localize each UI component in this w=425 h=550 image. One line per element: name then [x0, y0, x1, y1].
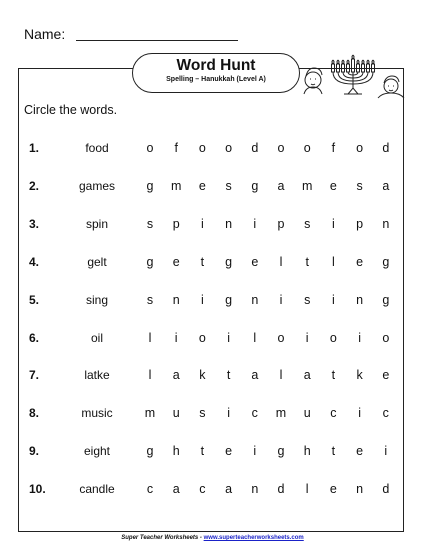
puzzle-letter[interactable]: n: [172, 292, 180, 307]
puzzle-letter[interactable]: g: [146, 444, 154, 459]
target-word: latke: [84, 368, 110, 383]
puzzle-letter[interactable]: n: [251, 292, 259, 307]
target-word: oil: [90, 330, 103, 345]
row-number: 5.: [29, 292, 40, 307]
puzzle-letter[interactable]: e: [329, 178, 337, 193]
puzzle-letter[interactable]: o: [329, 330, 337, 345]
puzzle-letter[interactable]: g: [277, 444, 285, 459]
puzzle-letter[interactable]: o: [382, 330, 390, 345]
puzzle-letter[interactable]: o: [198, 141, 206, 155]
footer-brand: Super Teacher Worksheets: [121, 535, 199, 541]
puzzle-letter[interactable]: e: [172, 254, 180, 269]
target-word: music: [81, 406, 113, 421]
puzzle-letter[interactable]: s: [146, 216, 154, 231]
puzzle-letter[interactable]: d: [382, 141, 390, 155]
puzzle-row: [0, 141, 425, 161]
puzzle-letter[interactable]: l: [332, 254, 335, 269]
puzzle-letter[interactable]: s: [356, 178, 363, 193]
puzzle-letter[interactable]: m: [170, 178, 182, 193]
puzzle-letter[interactable]: l: [279, 368, 283, 383]
puzzle-letter[interactable]: l: [253, 330, 257, 345]
puzzle-row: [0, 331, 425, 351]
row-number: 10.: [29, 482, 46, 497]
target-word: sing: [85, 292, 108, 307]
puzzle-letter[interactable]: u: [172, 406, 180, 421]
footer-link[interactable]: www.superteacherworksheets.com: [203, 535, 304, 541]
puzzle-letter[interactable]: a: [303, 368, 311, 383]
puzzle-letter[interactable]: i: [253, 216, 257, 231]
page-title: Word Hunt: [176, 57, 256, 74]
puzzle-letter[interactable]: u: [303, 406, 311, 421]
row-number: 4.: [29, 254, 40, 269]
puzzle-letter[interactable]: e: [356, 444, 364, 459]
puzzle-letter[interactable]: t: [305, 254, 309, 269]
puzzle-letter[interactable]: c: [146, 482, 154, 497]
puzzle-letter[interactable]: l: [148, 368, 152, 383]
puzzle-letter[interactable]: t: [331, 444, 336, 459]
target-word: spin: [85, 216, 108, 231]
title-pill: [132, 53, 300, 93]
puzzle-row: [0, 293, 425, 313]
menorah-children-icon: [300, 42, 405, 102]
puzzle-letter[interactable]: o: [198, 330, 206, 345]
puzzle-letter[interactable]: g: [225, 254, 233, 269]
puzzle-letter[interactable]: i: [253, 444, 257, 459]
puzzle-row: [0, 482, 425, 502]
puzzle-letter[interactable]: m: [301, 178, 313, 193]
row-number: 8.: [29, 406, 40, 421]
page-subtitle: Spelling – Hanukkah (Level A): [166, 76, 266, 83]
puzzle-letter[interactable]: s: [199, 406, 206, 421]
puzzle-letter[interactable]: i: [201, 292, 204, 307]
puzzle-letter[interactable]: p: [277, 216, 285, 231]
puzzle-letter[interactable]: k: [199, 368, 206, 383]
row-number: 1.: [29, 141, 40, 155]
puzzle-letter[interactable]: s: [146, 292, 154, 307]
instructions: Circle the words.: [24, 103, 118, 117]
puzzle-letter[interactable]: i: [227, 406, 230, 421]
puzzle-letter[interactable]: a: [382, 178, 390, 193]
puzzle-row: [0, 406, 425, 426]
puzzle-row: [0, 255, 425, 275]
puzzle-letter[interactable]: f: [331, 141, 336, 155]
puzzle-letter[interactable]: n: [251, 482, 259, 497]
puzzle-letter[interactable]: e: [225, 444, 233, 459]
puzzle-letter[interactable]: n: [356, 292, 364, 307]
puzzle-letter[interactable]: e: [329, 482, 337, 497]
puzzle-letter[interactable]: l: [148, 330, 152, 345]
puzzle-letter[interactable]: p: [172, 216, 180, 231]
puzzle-letter[interactable]: t: [200, 444, 205, 459]
puzzle-letter[interactable]: i: [358, 406, 361, 421]
puzzle-letter[interactable]: t: [331, 368, 336, 383]
footer: [0, 535, 425, 541]
puzzle-letter[interactable]: i: [332, 292, 335, 307]
puzzle-letter[interactable]: i: [358, 330, 361, 345]
puzzle-letter[interactable]: o: [303, 141, 311, 155]
puzzle-letter[interactable]: i: [201, 216, 204, 231]
puzzle-letter[interactable]: e: [198, 178, 206, 193]
puzzle-letter[interactable]: i: [227, 330, 230, 345]
puzzle-letter[interactable]: c: [382, 406, 389, 421]
puzzle-letter[interactable]: a: [172, 368, 180, 383]
name-label: Name:: [24, 26, 66, 42]
puzzle-letter[interactable]: g: [146, 178, 154, 193]
puzzle-letter[interactable]: d: [382, 482, 390, 497]
puzzle-letter[interactable]: n: [225, 216, 233, 231]
name-line: [76, 40, 238, 41]
target-word: candle: [79, 482, 115, 497]
puzzle-letter[interactable]: i: [174, 330, 178, 345]
puzzle-letter[interactable]: m: [144, 406, 156, 421]
puzzle-letter[interactable]: o: [277, 141, 285, 155]
target-word: eight: [83, 444, 111, 459]
puzzle-letter[interactable]: i: [305, 330, 309, 345]
puzzle-letter[interactable]: k: [356, 368, 363, 383]
puzzle-letter[interactable]: h: [303, 444, 311, 459]
puzzle-letter[interactable]: g: [225, 292, 233, 307]
row-number: 9.: [29, 444, 40, 459]
puzzle-row: [0, 179, 425, 199]
row-number: 6.: [29, 330, 40, 345]
puzzle-letter[interactable]: i: [279, 292, 283, 307]
puzzle-letter[interactable]: c: [330, 406, 337, 421]
puzzle-letter[interactable]: c: [199, 482, 206, 497]
puzzle-letter[interactable]: c: [251, 406, 258, 421]
puzzle-letter[interactable]: t: [226, 368, 231, 383]
puzzle-letter[interactable]: o: [277, 330, 285, 345]
puzzle-letter[interactable]: a: [251, 368, 259, 383]
puzzle-letter[interactable]: s: [225, 178, 232, 193]
puzzle-letter[interactable]: i: [332, 216, 335, 231]
puzzle-letter[interactable]: g: [251, 178, 259, 193]
puzzle-letter[interactable]: e: [251, 254, 259, 269]
puzzle-letter[interactable]: g: [382, 254, 390, 269]
puzzle-letter[interactable]: o: [146, 141, 154, 155]
puzzle-letter[interactable]: d: [277, 482, 285, 497]
target-word: gelt: [87, 254, 107, 269]
puzzle-letter[interactable]: i: [384, 444, 388, 459]
puzzle-letter[interactable]: f: [174, 141, 178, 155]
puzzle-row: [0, 444, 425, 464]
puzzle-letter[interactable]: g: [146, 254, 154, 269]
puzzle-letter[interactable]: o: [356, 141, 364, 155]
puzzle-letter[interactable]: a: [225, 482, 233, 497]
footer-separator: -: [198, 535, 204, 541]
puzzle-letter[interactable]: a: [172, 482, 180, 497]
puzzle-letter[interactable]: p: [356, 216, 364, 231]
target-word: games: [78, 178, 116, 193]
puzzle-letter[interactable]: n: [356, 482, 364, 497]
row-number: 7.: [29, 368, 40, 383]
target-word: food: [85, 141, 109, 155]
puzzle-letter[interactable]: m: [275, 406, 287, 421]
puzzle-letter[interactable]: h: [172, 444, 180, 459]
puzzle-letter[interactable]: t: [200, 254, 205, 269]
puzzle-row: [0, 217, 425, 237]
row-number: 3.: [29, 216, 40, 231]
puzzle-letter[interactable]: s: [304, 292, 311, 307]
row-number: 2.: [29, 178, 40, 193]
puzzle-letter[interactable]: a: [277, 178, 285, 193]
puzzle-letter[interactable]: e: [356, 254, 364, 269]
puzzle-letter[interactable]: e: [382, 368, 390, 383]
puzzle-row: [0, 368, 425, 388]
puzzle-letter[interactable]: g: [382, 292, 390, 307]
puzzle-letter[interactable]: l: [305, 482, 309, 497]
puzzle-letter[interactable]: n: [382, 216, 390, 231]
puzzle-letter[interactable]: l: [279, 254, 283, 269]
puzzle-letter[interactable]: o: [225, 141, 233, 155]
puzzle-letter[interactable]: s: [304, 216, 311, 231]
puzzle-letter[interactable]: d: [251, 141, 259, 155]
